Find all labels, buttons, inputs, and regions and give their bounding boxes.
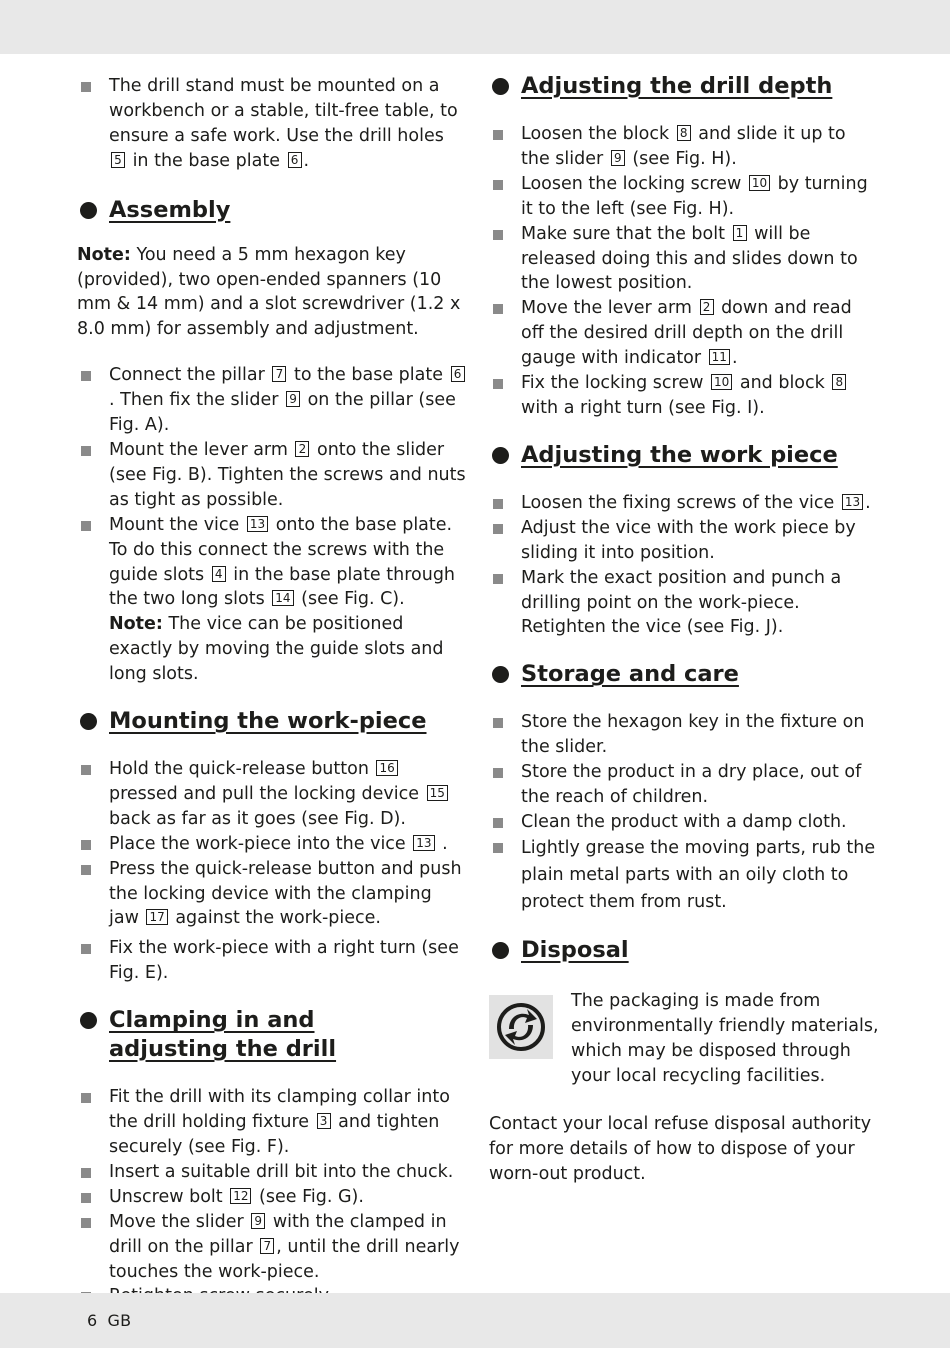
section-heading-storage: Storage and care [489, 660, 879, 689]
bullet-dot-icon [80, 713, 97, 730]
item-text: . [436, 833, 448, 854]
part-number: 11 [709, 349, 730, 365]
list-item [489, 810, 879, 835]
item-text: . [303, 150, 310, 171]
list-item [77, 757, 467, 832]
depth-list [489, 122, 879, 421]
item-text: Adjust the vice with the work piece by sliding it into position. [521, 517, 856, 563]
item-text: . Then fix the slider [109, 390, 285, 411]
bullet-dot-icon [492, 666, 509, 683]
item-text: with a right turn (see Fig. I). [521, 397, 765, 418]
part-number: 1 [733, 225, 747, 241]
section-heading-assembly: Assembly [77, 196, 467, 225]
item-text: Fix the work-piece with a right turn (see Fig. E). [109, 938, 459, 984]
list-item [489, 566, 879, 641]
list-item [489, 122, 879, 172]
assembly-note: Note: You need a 5 mm hexagon key (provided), two open-ended spanners (10 mm & 14 mm) and a slot screwdriver (1.2 x 8.0 mm) for assembly and adjustment. [77, 244, 461, 340]
bullet-dot-icon [492, 942, 509, 959]
item-text: (see Fig. H). [626, 148, 737, 169]
item-text: Lightly grease the moving parts, rub the plain metal parts with an oily cloth to protect them from rust. [521, 837, 876, 912]
item-text: Hold the quick-release button [109, 759, 375, 780]
section-heading-mounting: Mounting the work-piece [77, 707, 467, 736]
right-column [489, 70, 879, 1187]
item-text: Make sure that the bolt [521, 223, 731, 244]
part-number: 10 [711, 374, 732, 390]
item-text: by turning it to the left (see Fig. H). [521, 173, 868, 219]
disposal-text: The packaging is made from environmentally friendly materials, which may be disposed through your local recycling facilities. [571, 990, 879, 1086]
part-number: 13 [842, 494, 863, 510]
list-item [77, 936, 467, 986]
part-number: 6 [288, 152, 302, 168]
part-number: 8 [832, 374, 846, 390]
part-number: 8 [677, 125, 691, 141]
left-column [77, 70, 467, 1309]
item-text: Press the quick-release button and push the locking device with the clamping jaw [109, 858, 462, 929]
item-text: and block [734, 373, 831, 394]
part-number: 4 [212, 566, 226, 582]
page-footer [87, 1311, 141, 1330]
list-item [489, 760, 879, 810]
section-heading-clamping: Clamping in and adjusting the drill [77, 1006, 467, 1064]
item-text: onto the slider (see Fig. B). Tighten the screws and nuts as tight as possible. [109, 439, 466, 510]
part-number: 5 [111, 152, 125, 168]
disposal-contact: Contact your local refuse disposal authority for more details of how to dispose of your worn-out product. [489, 1114, 872, 1185]
part-number: 9 [251, 1213, 265, 1229]
list-item [77, 74, 467, 174]
item-text: Connect the pillar [109, 365, 271, 386]
part-number: 12 [230, 1188, 251, 1204]
storage-list [489, 710, 879, 916]
item-text: Place the work-piece into the vice [109, 833, 412, 854]
item-text: will be released doing this and slides down to the lowest position. [521, 223, 858, 294]
item-text: Fit the drill with its clamping collar into the drill holding fixture [109, 1087, 450, 1133]
item-text: Mark the exact position and punch a drilling point on the work-piece. Retighten the vice (see Fig. J). [521, 567, 842, 638]
list-item [489, 835, 879, 916]
item-text: Fix the locking screw [521, 373, 709, 394]
item-text: Mount the lever arm [109, 439, 294, 460]
list-item [77, 1160, 467, 1185]
item-text: down and read off the desired drill depth on the drill gauge with indicator [521, 298, 852, 369]
part-number: 7 [260, 1238, 274, 1254]
item-text: Clean the product with a damp cloth. [521, 811, 847, 832]
part-number: 13 [247, 516, 268, 532]
list-item [489, 222, 879, 297]
bullet-dot-icon [80, 202, 97, 219]
list-item [77, 438, 467, 513]
list-item [77, 363, 467, 438]
list-item: Mount the vice 13 onto the base plate. To do this connect the screws with the guide slots 4 in the base plate through the two long slots 14 (see Fig. C). Note: The vice can be positioned exactly by moving the guide slots and long slots. [77, 513, 467, 687]
item-text: and tighten securely (see Fig. F). [109, 1112, 440, 1157]
recycle-green-dot-icon [489, 995, 553, 1059]
item-text: The drill stand must be mounted on a workbench or a stable, tilt-free table, to ensure a safe work. Use the drill holes [109, 76, 458, 146]
item-text: and slide it up to the slider [521, 124, 846, 169]
part-number: 2 [700, 299, 714, 315]
footer-band [0, 1293, 950, 1348]
list-item [489, 371, 879, 421]
workpiece-list [489, 491, 879, 640]
part-number: 17 [146, 909, 167, 925]
disposal-block [489, 989, 879, 1089]
list-item [77, 1085, 467, 1160]
item-text: Store the hexagon key in the fixture on the slider. [521, 712, 865, 758]
section-heading-workpiece: Adjusting the work piece [489, 441, 879, 470]
part-number: 3 [317, 1113, 331, 1129]
bullet-dot-icon [492, 78, 509, 95]
item-text: back as far as it goes (see Fig. D). [109, 808, 406, 829]
item-text: , until the drill nearly touches the work-piece. [109, 1236, 460, 1282]
item-text: . [865, 492, 871, 513]
list-item [489, 172, 879, 222]
item-text: Move the slider [109, 1211, 250, 1232]
part-number: 7 [272, 366, 286, 382]
part-number: 9 [286, 391, 300, 407]
bullet-dot-icon [80, 1012, 97, 1029]
part-number: 14 [272, 590, 293, 606]
item-text: against the work-piece. [169, 908, 381, 929]
part-number: 15 [427, 785, 448, 801]
mounting-list [77, 757, 467, 986]
part-number: 2 [295, 441, 309, 457]
item-text: with the clamped in drill on the pillar [109, 1211, 447, 1257]
item-text: Loosen the fixing screws of the vice [521, 492, 840, 513]
list-item [489, 710, 879, 760]
header-band [0, 0, 950, 54]
list-item [77, 857, 467, 932]
part-number: 6 [451, 366, 465, 382]
item-text: Move the lever arm [521, 298, 698, 319]
part-number: 10 [749, 175, 770, 191]
assembly-list [77, 363, 467, 687]
section-heading-disposal: Disposal [489, 936, 879, 965]
bullet-dot-icon [492, 447, 509, 464]
item-text: onto the base plate. To do this connect the screws with the guide slots [109, 514, 453, 585]
list-item [77, 1210, 467, 1285]
item-text: on the pillar (see Fig. A). [109, 390, 456, 436]
section-heading-depth: Adjusting the drill depth [489, 72, 879, 101]
item-text: Loosen the block [521, 124, 675, 144]
part-number: 13 [413, 835, 434, 851]
language-code: GB [107, 1311, 132, 1330]
item-text: . [731, 348, 738, 369]
item-text: pressed and pull the locking device [109, 783, 425, 804]
page-number: 6 [87, 1311, 98, 1330]
clamping-list [77, 1085, 467, 1309]
item-text: to the base plate [288, 365, 449, 386]
item-text: Insert a suitable drill bit into the chuck. [109, 1161, 454, 1182]
list-item [489, 296, 879, 371]
list-item [77, 1185, 467, 1210]
item-text: Mount the vice [109, 514, 245, 535]
item-text: in the base plate [127, 150, 286, 171]
part-number: 9 [611, 150, 625, 166]
item-text: in the base plate through the two long slots [109, 564, 456, 610]
item-text: Store the product in a dry place, out of the reach of children. [521, 762, 862, 808]
list-item [489, 491, 879, 516]
item-text: Loosen the locking screw [521, 173, 747, 194]
part-number: 16 [376, 760, 397, 776]
item-text: (see Fig. G). [253, 1186, 364, 1207]
item-text: Unscrew bolt [109, 1186, 229, 1207]
list-item [489, 516, 879, 566]
item-text: (see Fig. C). [295, 589, 405, 610]
list-item [77, 832, 467, 857]
